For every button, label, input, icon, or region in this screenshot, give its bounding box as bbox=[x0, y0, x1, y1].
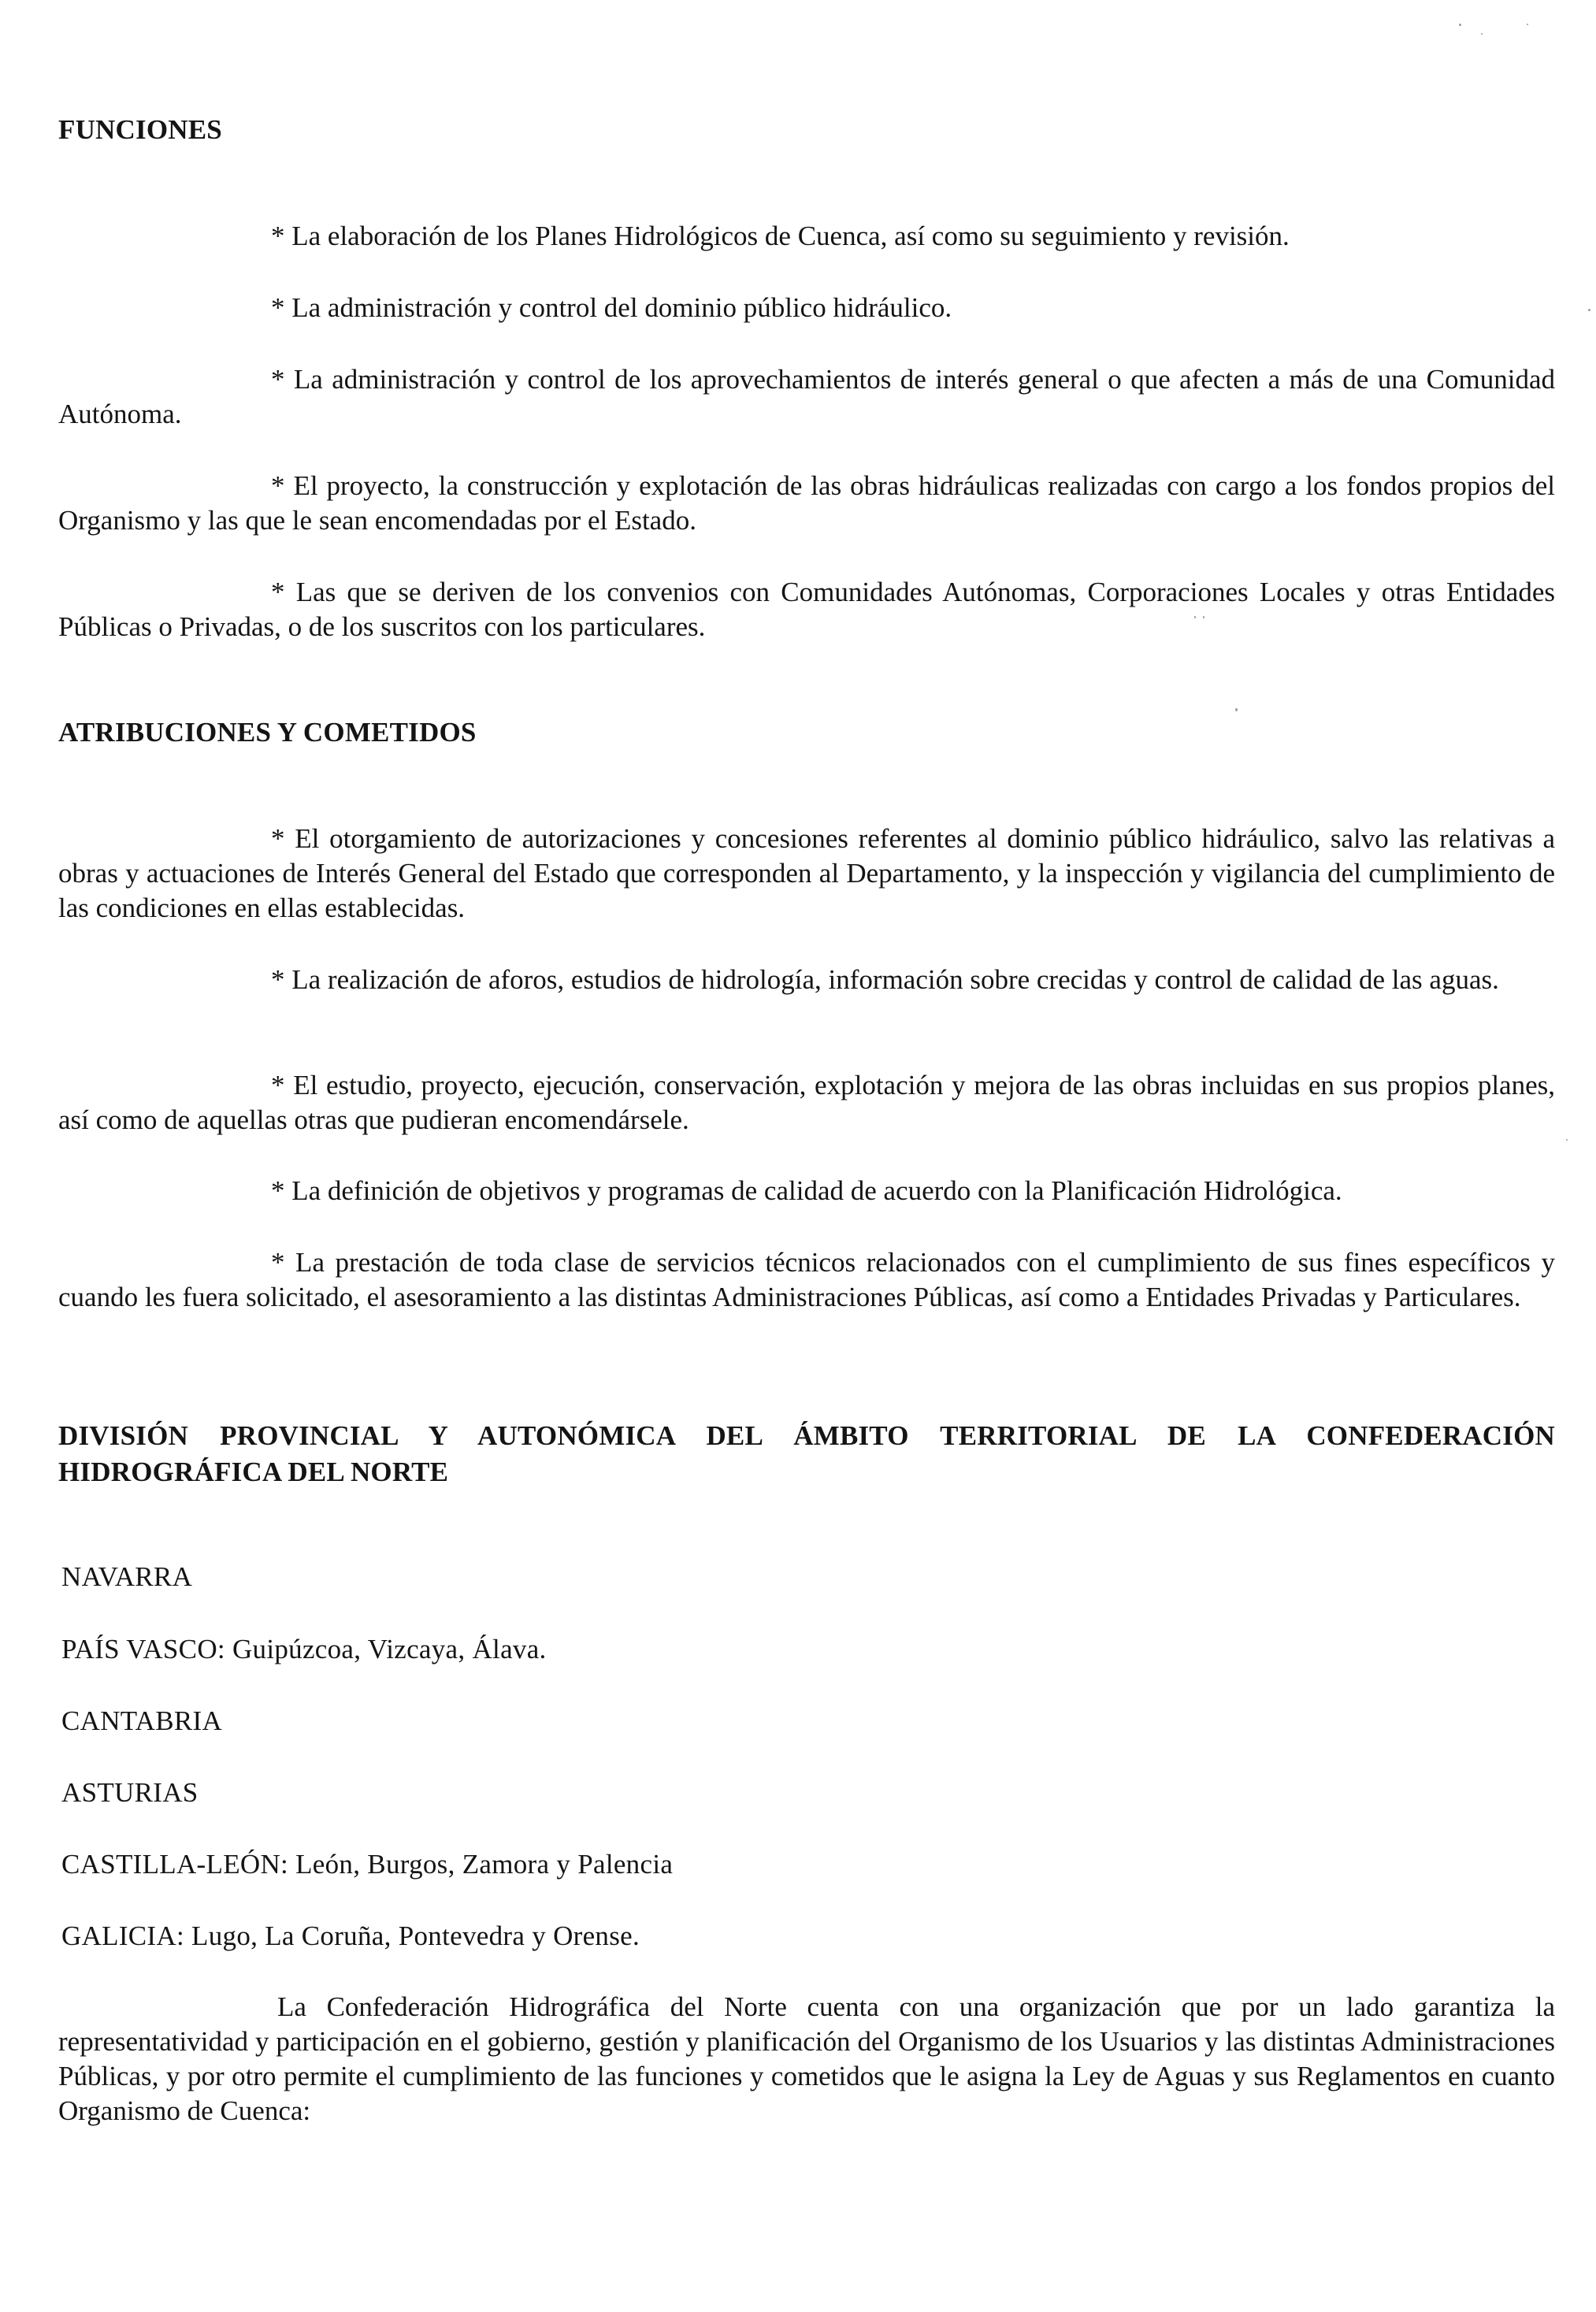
funciones-item-3: * La administración y control de los aprovechamientos de interés general o que afecten a más de una Comunidad Autónoma. bbox=[58, 364, 1555, 429]
funciones-item-4: * El proyecto, la construcción y explotación de las obras hidráulicas realizadas con cargo a los fondos propios del Organismo y las que le sean encomendadas por el Estado. bbox=[58, 470, 1555, 536]
atribuciones-item-4: * La definición de objetivos y programas de calidad de acuerdo con la Planificación Hidrológica. bbox=[271, 1175, 1342, 1206]
funciones-item-5: * Las que se deriven de los convenios con Comunidades Autónomas, Corporaciones Locales y otras Entidades Públicas o Privadas, o de los suscritos con los particulares. bbox=[58, 577, 1555, 642]
scan-speck bbox=[1588, 309, 1590, 311]
section-heading-division: DIVISIÓN PROVINCIAL Y AUTONÓMICA DEL ÁMBITO TERRITORIAL DE LA CONFEDERACIÓN HIDROGRÁFICA DEL NORTE bbox=[58, 1420, 1555, 1487]
section-heading-atribuciones: ATRIBUCIONES Y COMETIDOS bbox=[58, 717, 477, 748]
scan-speck bbox=[1566, 1139, 1568, 1141]
region-castilla-leon: CASTILLA-LEÓN: León, Burgos, Zamora y Palencia bbox=[61, 1849, 674, 1880]
region-navarra: NAVARRA bbox=[61, 1561, 193, 1592]
funciones-item-2: * La administración y control del dominio público hidráulico. bbox=[271, 292, 952, 323]
scan-speck bbox=[1527, 24, 1528, 25]
scan-speck bbox=[1203, 616, 1204, 618]
region-cantabria: CANTABRIA bbox=[61, 1705, 223, 1736]
scan-speck bbox=[1235, 708, 1238, 711]
section-heading-funciones: FUNCIONES bbox=[58, 114, 222, 145]
scan-speck bbox=[1481, 33, 1483, 35]
funciones-item-1: * La elaboración de los Planes Hidrológicos de Cuenca, así como su seguimiento y revisión. bbox=[271, 221, 1290, 251]
region-galicia: GALICIA: Lugo, La Coruña, Pontevedra y Orense. bbox=[61, 1920, 640, 1951]
atribuciones-item-3: * El estudio, proyecto, ejecución, conservación, explotación y mejora de las obras incluidas en sus propios planes, así como de aquellas otras que pudieran encomendársele. bbox=[58, 1070, 1555, 1135]
closing-paragraph: La Confederación Hidrográfica del Norte cuenta con una organización que por un lado garantiza la representatividad y participación en el gobierno, gestión y planificación del Organismo de los Usuarios y las distintas Administraciones Públicas, y por otro permite el cumplimiento de las funciones y cometidos que le asigna la Ley de Aguas y sus Reglamentos en cuanto Organismo de Cuenca: bbox=[58, 1991, 1555, 2126]
scan-speck bbox=[1194, 616, 1196, 618]
atribuciones-item-2: * La realización de aforos, estudios de hidrología, información sobre crecidas y control de calidad de las aguas. bbox=[271, 964, 1499, 995]
atribuciones-item-1: * El otorgamiento de autorizaciones y concesiones referentes al dominio público hidráulico, salvo las relativas a obras y actuaciones de Interés General del Estado que corresponden al Departamento, y la inspección y vigilancia del cumplimiento de las condiciones en ellas establecidas. bbox=[58, 823, 1555, 923]
scan-speck bbox=[1459, 24, 1461, 26]
atribuciones-item-5: * La prestación de toda clase de servicios técnicos relacionados con el cumplimiento de sus fines específicos y cuando les fuera solicitado, el asesoramiento a las distintas Administraciones Públicas, así como a Entidades Privadas y Particulares. bbox=[58, 1247, 1555, 1312]
region-pais-vasco: PAÍS VASCO: Guipúzcoa, Vizcaya, Álava. bbox=[61, 1634, 547, 1664]
region-asturias: ASTURIAS bbox=[61, 1777, 199, 1808]
